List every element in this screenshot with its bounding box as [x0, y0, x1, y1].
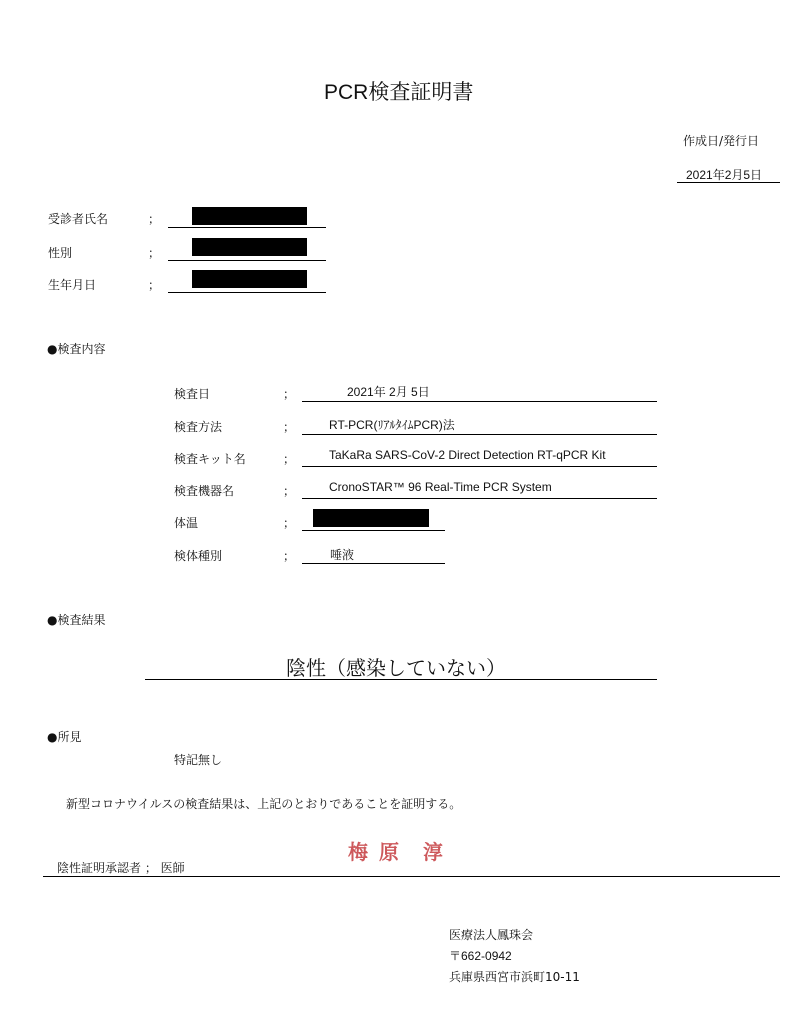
exam-method-value: RT-PCR(ﾘｱﾙﾀｲﾑPCR)法	[329, 418, 455, 432]
exam-row-label: 検体種別	[174, 549, 223, 563]
clinic-name: 医療法人鳳珠会	[449, 928, 534, 942]
clinic-postal-code: 〒662-0942	[449, 949, 512, 963]
name-label: 受診者氏名	[48, 212, 109, 226]
sex-underline	[168, 260, 326, 261]
name-separator: ；	[148, 212, 161, 226]
exam-row-underline	[302, 466, 657, 467]
specimen-value: 唾液	[330, 548, 355, 562]
result-heading: ●検査結果	[47, 613, 106, 627]
sex-separator: ；	[148, 246, 161, 260]
page-title: PCR検査証明書	[324, 81, 474, 104]
issue-date-underline	[677, 182, 780, 183]
exam-row-underline	[302, 401, 657, 402]
exam-row-underline	[302, 434, 657, 435]
exam-row-underline	[302, 498, 657, 499]
result-value: 陰性（感染していない）	[286, 656, 506, 680]
exam-row-separator: ；	[283, 516, 296, 530]
doctor-name-stamp: 梅 原 淳	[348, 840, 445, 864]
exam-row-label: 体温	[174, 516, 199, 530]
exam-row-separator: ；	[283, 484, 296, 498]
dob-underline	[168, 292, 326, 293]
certification-text: 新型コロナウイルスの検査結果は、上記のとおりであることを証明する。	[66, 797, 462, 811]
issue-date-value: 2021年2月5日	[686, 168, 763, 182]
approver-underline	[43, 876, 780, 877]
name-underline	[168, 227, 326, 228]
dob-separator: ；	[148, 278, 161, 292]
exam-row-separator: ；	[283, 420, 296, 434]
findings-heading: ●所見	[47, 730, 82, 744]
exam-date-value: 2021年 2月 5日	[347, 385, 430, 399]
sex-label: 性別	[48, 246, 73, 260]
exam-heading: ●検査内容	[47, 342, 106, 356]
temperature-redaction	[313, 509, 429, 527]
sex-redaction	[192, 238, 307, 256]
approver-label: 陰性証明承認者 ； 医師	[57, 861, 185, 875]
issue-date-label: 作成日/発行日	[683, 134, 760, 148]
exam-row-separator: ；	[283, 549, 296, 563]
exam-row-separator: ；	[283, 452, 296, 466]
exam-row-separator: ；	[283, 387, 296, 401]
exam-device-value: CronoSTAR™ 96 Real-Time PCR System	[329, 480, 552, 494]
exam-row-label: 検査方法	[174, 420, 223, 434]
exam-kit-value: TaKaRa SARS-CoV-2 Direct Detection RT-qPCR Kit	[329, 448, 606, 462]
exam-row-underline	[302, 563, 445, 564]
exam-row-label: 検査キット名	[174, 452, 246, 466]
result-underline	[145, 679, 657, 680]
dob-redaction	[192, 270, 307, 288]
exam-row-label: 検査機器名	[174, 484, 235, 498]
exam-row-underline	[302, 530, 445, 531]
exam-row-label: 検査日	[174, 387, 211, 401]
dob-label: 生年月日	[48, 278, 97, 292]
clinic-address: 兵庫県西宮市浜町10-11	[449, 970, 580, 984]
findings-value: 特記無し	[174, 753, 223, 767]
name-redaction	[192, 207, 307, 225]
